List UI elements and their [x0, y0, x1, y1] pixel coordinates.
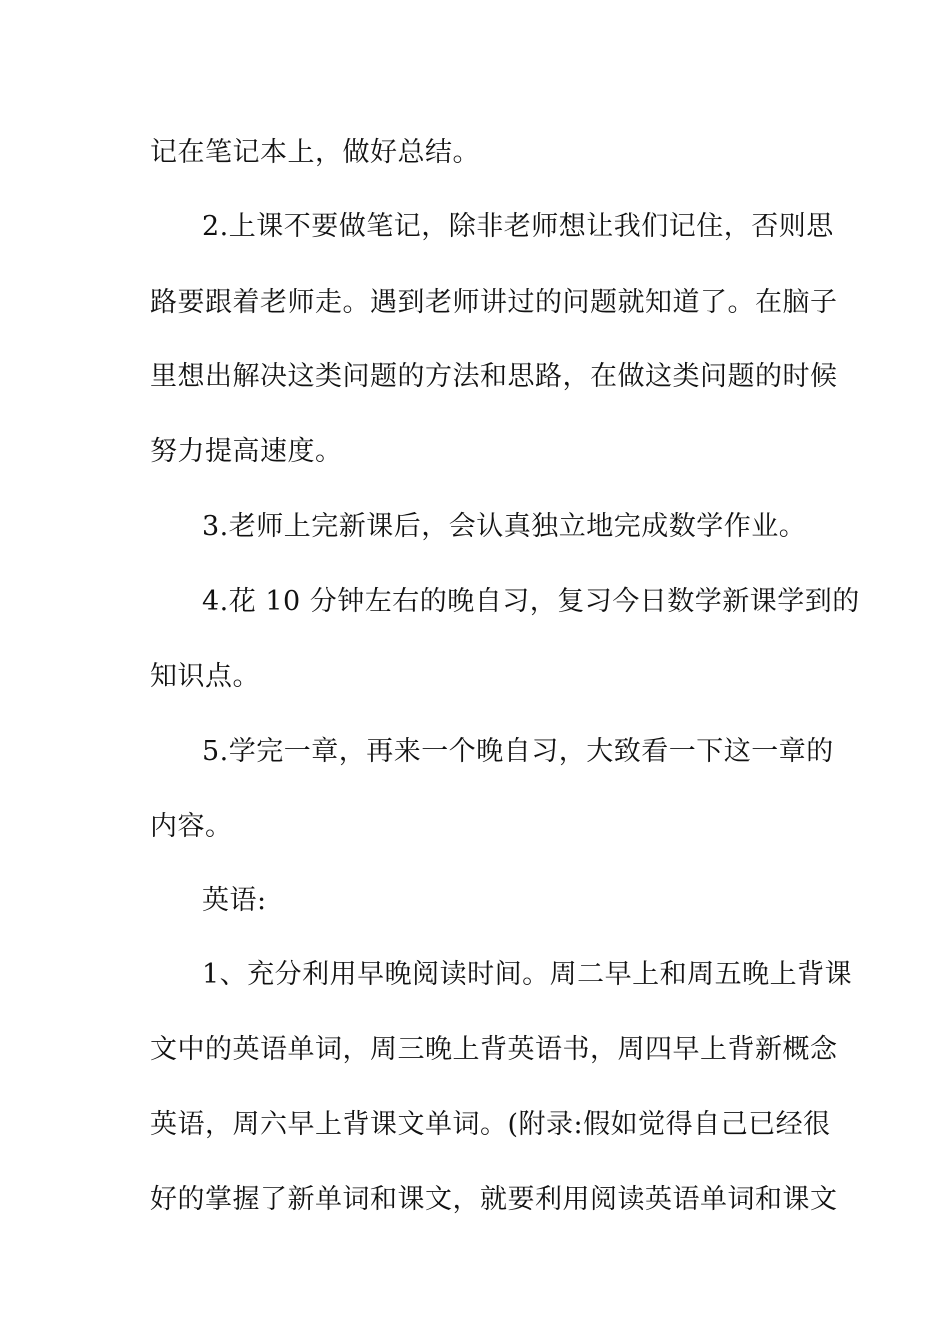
- text-line: 好的掌握了新单词和课文，就要利用阅读英语单词和课文: [150, 1184, 838, 1215]
- text-line: 记在笔记本上，做好总结。: [150, 137, 480, 168]
- text-line: 4.花 10 分钟左右的晚自习，复习今日数学新课学到的: [202, 586, 860, 617]
- section-heading: 英语:: [202, 885, 267, 916]
- text-line: 1、充分利用早晚阅读时间。周二早上和周五晚上背课: [202, 959, 853, 990]
- text-line: 里想出解决这类问题的方法和思路，在做这类问题的时候: [150, 361, 838, 392]
- text-line: 5.学完一章，再来一个晚自习，大致看一下这一章的: [202, 736, 834, 767]
- text-line: 知识点。: [150, 661, 260, 692]
- text-line: 2.上课不要做笔记，除非老师想让我们记住，否则思: [202, 211, 834, 242]
- text-line: 英语，周六早上背课文单词。(附录:假如觉得自己已经很: [150, 1109, 831, 1140]
- text-line: 文中的英语单词，周三晚上背英语书，周四早上背新概念: [150, 1034, 838, 1065]
- text-line: 路要跟着老师走。遇到老师讲过的问题就知道了。在脑子: [150, 287, 838, 318]
- text-line: 内容。: [150, 811, 233, 842]
- text-line: 努力提高速度。: [150, 436, 343, 467]
- text-line: 3.老师上完新课后，会认真独立地完成数学作业。: [202, 511, 807, 542]
